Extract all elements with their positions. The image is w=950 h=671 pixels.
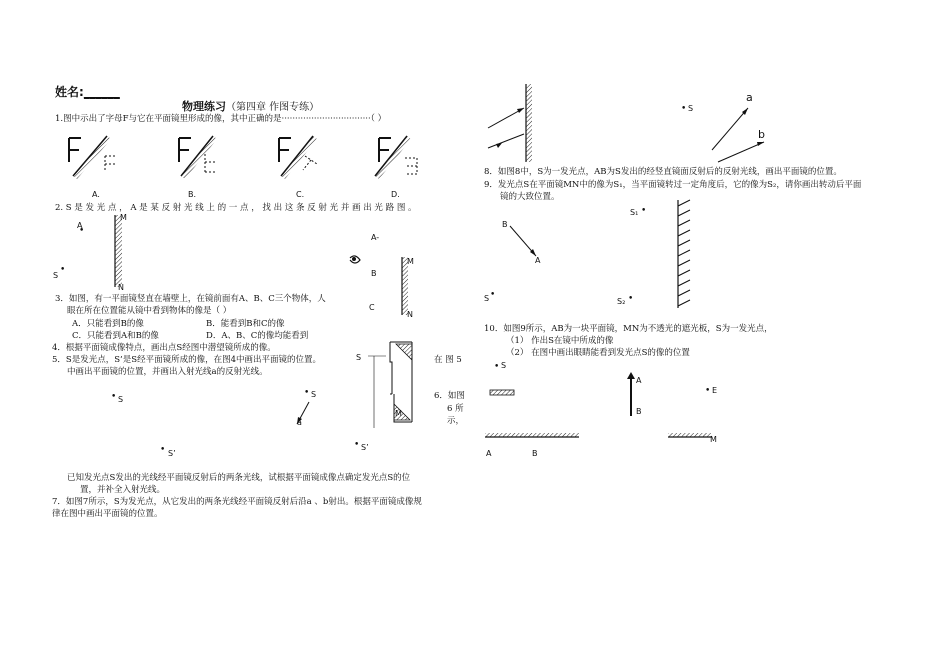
q1-option-c-figure (279, 136, 317, 179)
q8-label-b: b (758, 128, 765, 141)
q6-text-3: 示， (447, 416, 465, 426)
q10-arrow-label-b: B (636, 407, 642, 416)
q9-label-a: A (535, 256, 541, 265)
name-label (55, 83, 120, 100)
q8-rays (710, 100, 770, 162)
q3-label-c: C (369, 303, 375, 312)
q2-label-n: N (118, 283, 124, 292)
q2-point-s: • (60, 265, 66, 275)
q8-label-a: a (746, 91, 753, 104)
q10-sub1: （1） 作出S在镜中所成的像 (506, 336, 614, 346)
q1-option-a[interactable]: A. (92, 190, 100, 199)
q5-line1: 5．S是发光点，S’是S经平面镜所成的像，在图4中画出平面镜的位置。 (52, 355, 321, 365)
q5b-label-s: S (311, 390, 317, 399)
q9-line1: 9．发光点S在平面镜MN中的像为S₁，当平面镜转过一定角度后，它的像为S₂，请你画出转动后平面 (484, 180, 862, 190)
q2-mirror (113, 215, 125, 289)
q9-point-s2: • (628, 294, 634, 304)
q4-label-s: S (356, 353, 362, 362)
q5b-point-s: • (304, 388, 310, 398)
q8-text: 8．如图8中，S为一发光点，AB为S发出的经竖直镜面反射后的反射光线，画出平面镜的位置。 (484, 167, 842, 177)
q5b-ray-a (293, 400, 313, 430)
q5b-label-sp: S’ (361, 443, 369, 452)
q1-option-b-figure (179, 136, 217, 179)
q10-label-a2: A (486, 449, 492, 458)
q10-mirror-ab (485, 433, 581, 443)
q5b-point-sp: • (354, 440, 360, 450)
q9-label-s2: S₂ (617, 297, 626, 306)
q5b-label-a: a (297, 418, 302, 427)
q6-text-2: 6 所 (447, 404, 464, 414)
name-label-text: 姓名: (55, 85, 84, 99)
q6-text: 6．如图 (434, 391, 465, 401)
q2-label-m: M (120, 213, 127, 222)
q3-eye-icon (348, 254, 362, 268)
title-main: 物理练习 (182, 100, 226, 113)
q1-option-c[interactable]: C. (296, 190, 305, 199)
q1-text: 1.图中示出了字母F与它在平面镜里形成的像，其中正确的是·································（ ） (55, 114, 387, 124)
q5-point-sp: • (160, 445, 166, 455)
q9-line2: 镜的大致位置。 (500, 192, 560, 202)
q7-line2: 律在图中画出平面镜的位置。 (52, 509, 163, 519)
q4-label-m: M (395, 409, 402, 418)
q10-arrow-ab (626, 372, 636, 418)
q3-label-b: B (371, 269, 377, 278)
q10-label-m: M (710, 435, 717, 444)
q4-text: 4．根据平面镜成像特点，画出点S经图中潜望镜所成的像。 (52, 343, 276, 353)
q5-label-s: S (118, 395, 124, 404)
q1-option-d-figure (375, 136, 417, 179)
q3-line1: 3．如图，有一平面镜竖直在墙壁上，在镜前面有A、B、C三个物体，人 (55, 294, 326, 304)
q8-point-s: • (681, 104, 687, 114)
q5-point-s: • (111, 392, 117, 402)
q10-sub2: （2） 在图中画出眼睛能看到发光点S的像的位置 (506, 348, 690, 358)
q3-option-b[interactable]: B．能看到B和C的像 (206, 319, 285, 329)
q2-point-a: • (79, 226, 85, 236)
q3-label-m: M (407, 257, 414, 266)
name-blank[interactable]: ______ (83, 85, 120, 99)
q1-option-b[interactable]: B. (188, 190, 197, 199)
q1-option-a-figure (69, 136, 117, 179)
q3-option-c[interactable]: C．只能看到A和B的像 (72, 331, 159, 341)
q10-label-s: S (501, 361, 507, 370)
q10-label-b2: B (532, 449, 538, 458)
q1-figures (55, 128, 435, 198)
q9-label-b: B (502, 220, 508, 229)
q5-label-sp: S’ (168, 449, 176, 458)
q6-line1: 已知发光点S发出的光线经平面镜反射后的两条光线，试根据平面镜成像点确定发光点S的位 (67, 473, 411, 483)
q10-line1: 10．如图9所示，AB为一块平面镜，MN为不透光的遮光板，S为一发光点， (484, 324, 773, 334)
q5-right-text: 在 图 5 (434, 355, 462, 365)
q9-mirror (676, 200, 696, 310)
q3-line2: 眼在所在位置能从镜中看到物体的像是（ ） (67, 306, 232, 316)
q2-label-a: A (77, 221, 83, 230)
title-sub: （第四章 作图专练） (226, 102, 320, 113)
q8-label-s: S (688, 104, 694, 113)
q3-option-d[interactable]: D．A、B、C的像均能看到 (206, 331, 309, 341)
q3-mirror (400, 257, 412, 317)
q9-point-s: • (490, 290, 496, 300)
q9-point-s1: • (641, 206, 647, 216)
q10-arrow-label-a: A (636, 376, 642, 385)
q10-screen-mn (668, 433, 716, 443)
q10-label-e: E (712, 386, 718, 395)
page-title (182, 98, 319, 114)
q3-label-n: N (407, 310, 413, 319)
q2-text: 2. S 是 发 光 点 ， A 是 某 反 射 光 线 上 的 一 点 ， 找 出 这 条 反 射 光 并 画 出 光 路 图 。 (55, 203, 417, 213)
q8-figure (488, 84, 548, 164)
q10-small-block (490, 389, 516, 397)
q6-line2: 置，并补全入射光线。 (80, 485, 166, 495)
q1-option-d[interactable]: D. (391, 190, 400, 199)
q10-point-e: • (705, 386, 711, 396)
q5-line2: 中画出平面镜的位置，并画出入射光线a的反射光线。 (67, 367, 268, 377)
q3-option-a[interactable]: A．只能看到B的像 (72, 319, 144, 329)
q9-label-s: S (484, 294, 490, 303)
q4-periscope (368, 338, 418, 428)
q3-label-a: A- (371, 233, 380, 242)
q10-point-s: • (494, 362, 500, 372)
q9-label-s1: S₁ (630, 208, 639, 217)
q7-line1: 7．如图7所示，S为发光点，从它发出的两条光线经平面镜反射后沿a 、b射出。根据平面镜成像规 (52, 497, 422, 507)
q2-label-s: S (53, 271, 59, 280)
